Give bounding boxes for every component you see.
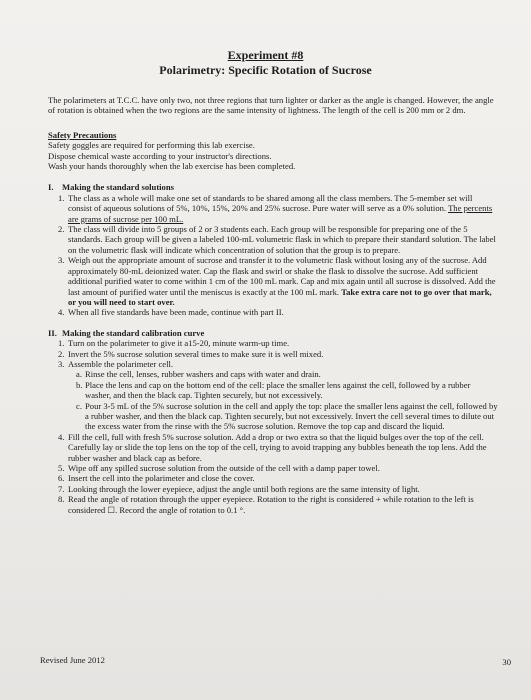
list-item (58, 193, 498, 224)
section-heading (48, 328, 498, 338)
step-text: The class will divide into 5 groups of 2 or 3 students each. Each group will be responsible for preparing one of the 5 standards. Each group will be given a labeled 100-mL volumetric flask in which to prepare their standard solution. The label on the volumetric flask will indicate which concentration of solution that the group is to prepare. (68, 224, 496, 255)
step-text-part: Assemble the polarimeter cell. (68, 358, 173, 369)
step-text (68, 193, 498, 224)
bold-warning: Take extra care not to go over that mark, or you will need to start over. (68, 286, 492, 307)
step-text: Insert the cell into the polarimeter and close the cover. (68, 473, 255, 484)
section-title: Making the standard calibration curve (62, 327, 205, 338)
underlined-note: The percents are grams of sucrose per 100 mL. (68, 203, 493, 224)
section-title: Making the standard solutions (62, 182, 174, 193)
list-item (58, 432, 498, 463)
page-number: 30 (502, 657, 511, 667)
step-number: 2. (58, 348, 65, 359)
list-item (58, 255, 498, 307)
list-item (58, 359, 498, 432)
step-text-part: Weigh out the appropriate amount of sucrose and transfer it to the volumetric flask without losing any of the sucrose. Add approximately 80-mL deionized water. Cap the flask and swirl or shake the flask to dissolve the sucrose. Add sufficient additional purified water to come within 1 cm of the 100 mL mark. Cap and mix again until all sucrose is dissolved. Add the last amount of purified water until the meniscus is exactly at the 100 mL mark. (68, 255, 496, 297)
step-text-part: The class as a whole will make one set of standards to be shared among all the class members. The 5-member set will consist of aqueous solutions of 5%, 10%, 15%, 20% and 25% sucrose. Pure water will serve as a 0% solution. (68, 192, 473, 214)
list-item (58, 484, 498, 494)
step-number: 8. (58, 494, 65, 505)
sub-text: Rinse the cell, lenses, rubber washers and caps with water and drain. (85, 369, 321, 380)
list-item (58, 494, 498, 515)
safety-heading: Safety Precautions (48, 129, 117, 140)
title-block (0, 48, 531, 78)
list-item (58, 473, 498, 483)
step-list (48, 193, 498, 318)
sub-letter: b. (76, 379, 83, 390)
sub-text: Place the lens and cap on the bottom end of the cell: place the smaller lens against the cell, followed by a rubber washer, and then the black cap. Tighten securely, but not excessively. (85, 379, 471, 401)
sub-list-item (76, 401, 498, 432)
safety-line: Dispose chemical waste according to your instructor's directions. (48, 150, 272, 161)
sub-list-item (76, 380, 498, 401)
step-number: 4. (58, 431, 65, 442)
step-text (68, 255, 498, 307)
section-heading (48, 182, 498, 192)
sub-text: Pour 3-5 mL of the 5% sucrose solution in the cell and apply the top: place the smaller lens against the cell, followed by a rubber washer, and then the black cap. Tighten securely, but not excessively. Invert the cell several times to dilute out the excess water from the rinse with the 5% sucrose solution. Remove the top cap and discard the liquid. (85, 400, 498, 432)
step-text: Looking through the lower eyepiece, adjust the angle until both regions are the same intensity of light. (68, 483, 420, 494)
sub-letter: a. (76, 369, 82, 380)
step-number: 2. (58, 224, 65, 235)
experiment-subtitle: Polarimetry: Specific Rotation of Sucrose (159, 63, 372, 77)
document-body (48, 95, 498, 525)
list-item (58, 224, 498, 255)
section-calibration-curve (48, 328, 498, 515)
revised-date: Revised June 2012 (40, 655, 105, 665)
section-making-standards (48, 182, 498, 317)
step-text: Invert the 5% sucrose solution several times to make sure it is well mixed. (68, 348, 324, 359)
list-item (58, 349, 498, 359)
step-number: 1. (58, 192, 65, 203)
step-number: 4. (58, 307, 65, 318)
step-number: 6. (58, 473, 65, 484)
step-number: 3. (58, 358, 65, 369)
experiment-title: Experiment #8 (227, 48, 304, 62)
section-number: II. (48, 327, 57, 338)
step-number: 7. (58, 483, 65, 494)
step-text: Turn on the polarimeter to give it a15-20, minute warm-up time. (68, 338, 290, 349)
intro-paragraph: The polarimeters at T.C.C. have only two, not three regions that turn lighter or darker as the angle is changed. However, the angle of rotation is obtained when the two regions are the same intensity of lightness. The length of the cell is 200 mm or 2 dm. (48, 95, 494, 116)
step-number: 3. (58, 255, 65, 266)
sub-list-item (76, 369, 498, 379)
safety-section (48, 130, 498, 172)
step-text: When all five standards have been made, continue with part II. (68, 307, 284, 318)
list-item (58, 338, 498, 348)
safety-line: Safety goggles are required for performing this lab exercise. (48, 140, 255, 151)
step-list (48, 338, 498, 515)
safety-line: Wash your hands thoroughly when the lab exercise has been completed. (48, 161, 296, 172)
list-item (58, 463, 498, 473)
step-number: 5. (58, 463, 65, 473)
list-item (58, 307, 498, 317)
step-text: Wipe off any spilled sucrose solution from the outside of the cell with a damp paper towel. (68, 463, 380, 473)
sub-letter: c. (76, 400, 82, 411)
step-text (68, 359, 498, 432)
step-text: Read the angle of rotation through the upper eyepiece. Rotation to the right is considered + while rotation to the left is considered ☐. Record the angle of rotation to 0.1 °. (68, 494, 474, 515)
step-number: 1. (58, 338, 65, 349)
section-number: I. (48, 182, 54, 193)
step-text: Fill the cell, full with fresh 5% sucrose solution. Add a drop or two extra so that the liquid bulges over the top of the cell. Carefully lay or slide the top lens on the top of the cell, trying to avoid trapping any bubbles beneath the top lens. Add the rubber washer and black cap as before. (68, 431, 487, 463)
